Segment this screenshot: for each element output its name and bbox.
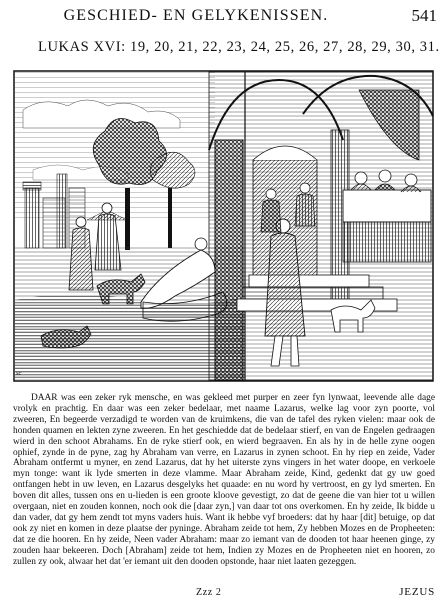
printer-signature: Zzz 2 bbox=[196, 587, 222, 598]
engraver-mark: sc bbox=[16, 370, 22, 377]
chapter-reference: LUKAS XVI: 19, 20, 21, 22, 23, 24, 25, 26, 27, 28, 29, 30, 31. bbox=[38, 39, 440, 55]
body-text bbox=[13, 393, 435, 568]
page-number: 541 bbox=[411, 6, 437, 25]
engraving-illustration bbox=[13, 70, 434, 382]
catchword: JEZUS bbox=[399, 586, 435, 598]
page-title: GESCHIED- EN GELYKENISSEN. bbox=[63, 7, 329, 24]
running-head bbox=[0, 6, 447, 26]
body-paragraph: DAAR was een zeker ryk mensche, en was gekleed met purper en zeer fyn lynwaat, leevende alle dage vrolyk en prachtig. En daar was een zeker bedelaar, met naame Lazarus, welke lag voor zyn poorte, vol zweeren, En begeerde verzadigd te worden van de kruimkens, die van de tafel des ryken vielen: maar ook de honden quamen en lekten zyne zweeren. En het geschiedde dat de bedelaar stierf, en van de Engelen gedraagen wierd in den schoot Abrahams. En de ryke stierf ook, en wierd begraaven. En als hy in de helle zyne oogen ophief, zynde in de pyne, zag hy Abraham van verre, en Lazarus in zynen schoot. En hy riep en zeide, Vader Abraham ontfermt u myner, en zend Lazarus, dat hy het uiterste zyns vingers in het water doope, en verkoele myn tonge: want ik lyde smerten in deze vlamme. Maar Abraham zeide, Kind, gedenkt dat gy uw goed ontfangen hebt in uw leven, en Lazarus desgelyks het quaade: en nu word hy vertroost, en gy lyd smerten. En boven dit alles, tussen ons en u-lieden is een groote kloove gevestigt, zo dat de geene die van hier tot u willen overgaan, niet en zouden konnen, noch ook die [daar zyn,] van daar tot ons overkomen. En hy zeide, Ik bidde u dan vader, dat gy hem zendt tot myns vaders huis. Want ik hebbe vyf broeders: dat hy haar [dit] betuige, op dat ook zy niet en komen in deze plaatse der pyninge. Abraham zeide tot hem, Zy hebben Mozes en de Propheeten: dat ze die hooren. En hy zeide, Neen vader Abraham: maar zo iemant van de dooden tot haar heenen ginge, zy zouden haar bekeeren. Doch [Abraham] zeide tot hem, Indien zy Mozes en de Propheeten niet en hooren, zo zullen zy ook, alwaar het dat 'er iemant uit den dooden opstonde, haar niet laaten gezeggen. bbox=[13, 393, 435, 567]
